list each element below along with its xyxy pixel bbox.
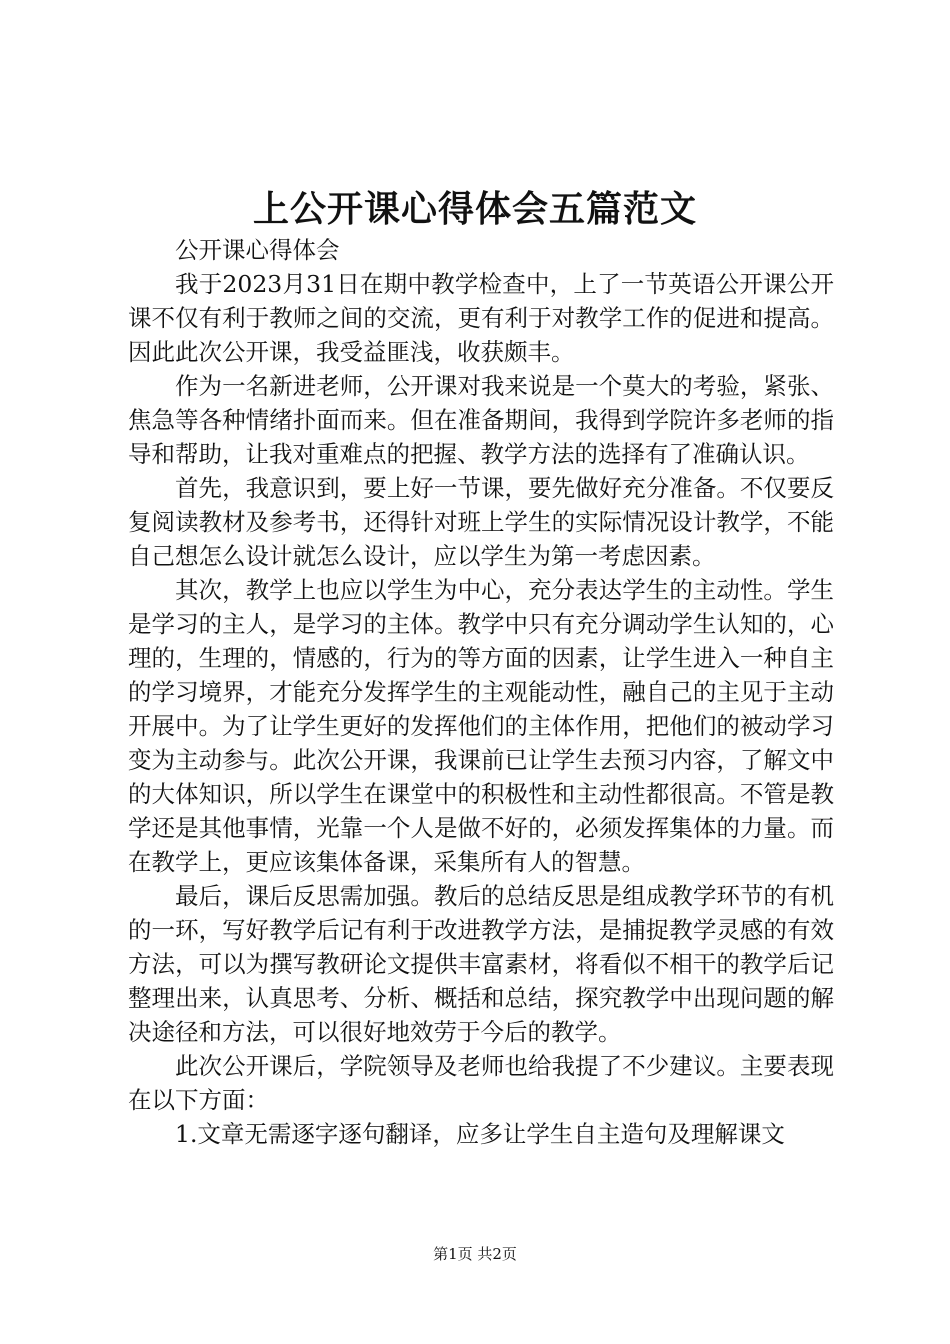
page-number-footer: 第1页 共2页: [433, 1245, 517, 1263]
paragraph: 其次，教学上也应以学生为中心，充分表达学生的主动性。学生是学习的主人，是学习的主体。教学中只有充分调动学生认知的，心理的，生理的，情感的，行为的等方面的因素，让学生进入一种自主的学习境界，才能充分发挥学生的主观能动性，融自己的主见于主动开展中。为了让学生更好的发挥他们的主体作用，把他们的被动学习变为主动参与。此次公开课，我课前已让学生去预习内容，了解文中的大体知识，所以学生在课堂中的积极性和主动性都很高。不管是教学还是其他事情，光靠一个人是做不好的，必须发挥集体的力量。而在教学上，更应该集体备课，采集所有人的智慧。: [128, 576, 834, 876]
paragraph: 首先，我意识到，要上好一节课，要先做好充分准备。不仅要反复阅读教材及参考书，还得针对班上学生的实际情况设计教学，不能自己想怎么设计就怎么设计，应以学生为第一考虑因素。: [128, 474, 834, 570]
document-title: 上公开课心得体会五篇范文: [252, 188, 697, 230]
paragraph: 最后，课后反思需加强。教后的总结反思是组成教学环节的有机的一环，写好教学后记有利于改进教学方法，是捕捉教学灵感的有效方法，可以为撰写教研论文提供丰富素材，将看似不相干的教学后记整理出来，认真思考、分析、概括和总结，探究教学中出现问题的解决途径和方法，可以很好地效劳于今后的教学。: [128, 882, 834, 1046]
paragraph: 我于2023月31日在期中教学检查中，上了一节英语公开课公开课不仅有利于教师之间的交流，更有利于对教学工作的促进和提高。因此此次公开课，我受益匪浅，收获颇丰。: [128, 270, 834, 366]
paragraph: 作为一名新进老师，公开课对我来说是一个莫大的考验，紧张、焦急等各种情绪扑面而来。但在准备期间，我得到学院许多老师的指导和帮助，让我对重难点的把握、教学方法的选择有了准确认识。: [128, 372, 834, 468]
paragraph-subtitle: 公开课心得体会: [175, 236, 340, 264]
document-body: [128, 233, 834, 1151]
list-item: 1.文章无需逐字逐句翻译，应多让学生自主造句及理解课文: [175, 1120, 785, 1148]
paragraph: 此次公开课后，学院领导及老师也给我提了不少建议。主要表现在以下方面：: [128, 1052, 834, 1114]
